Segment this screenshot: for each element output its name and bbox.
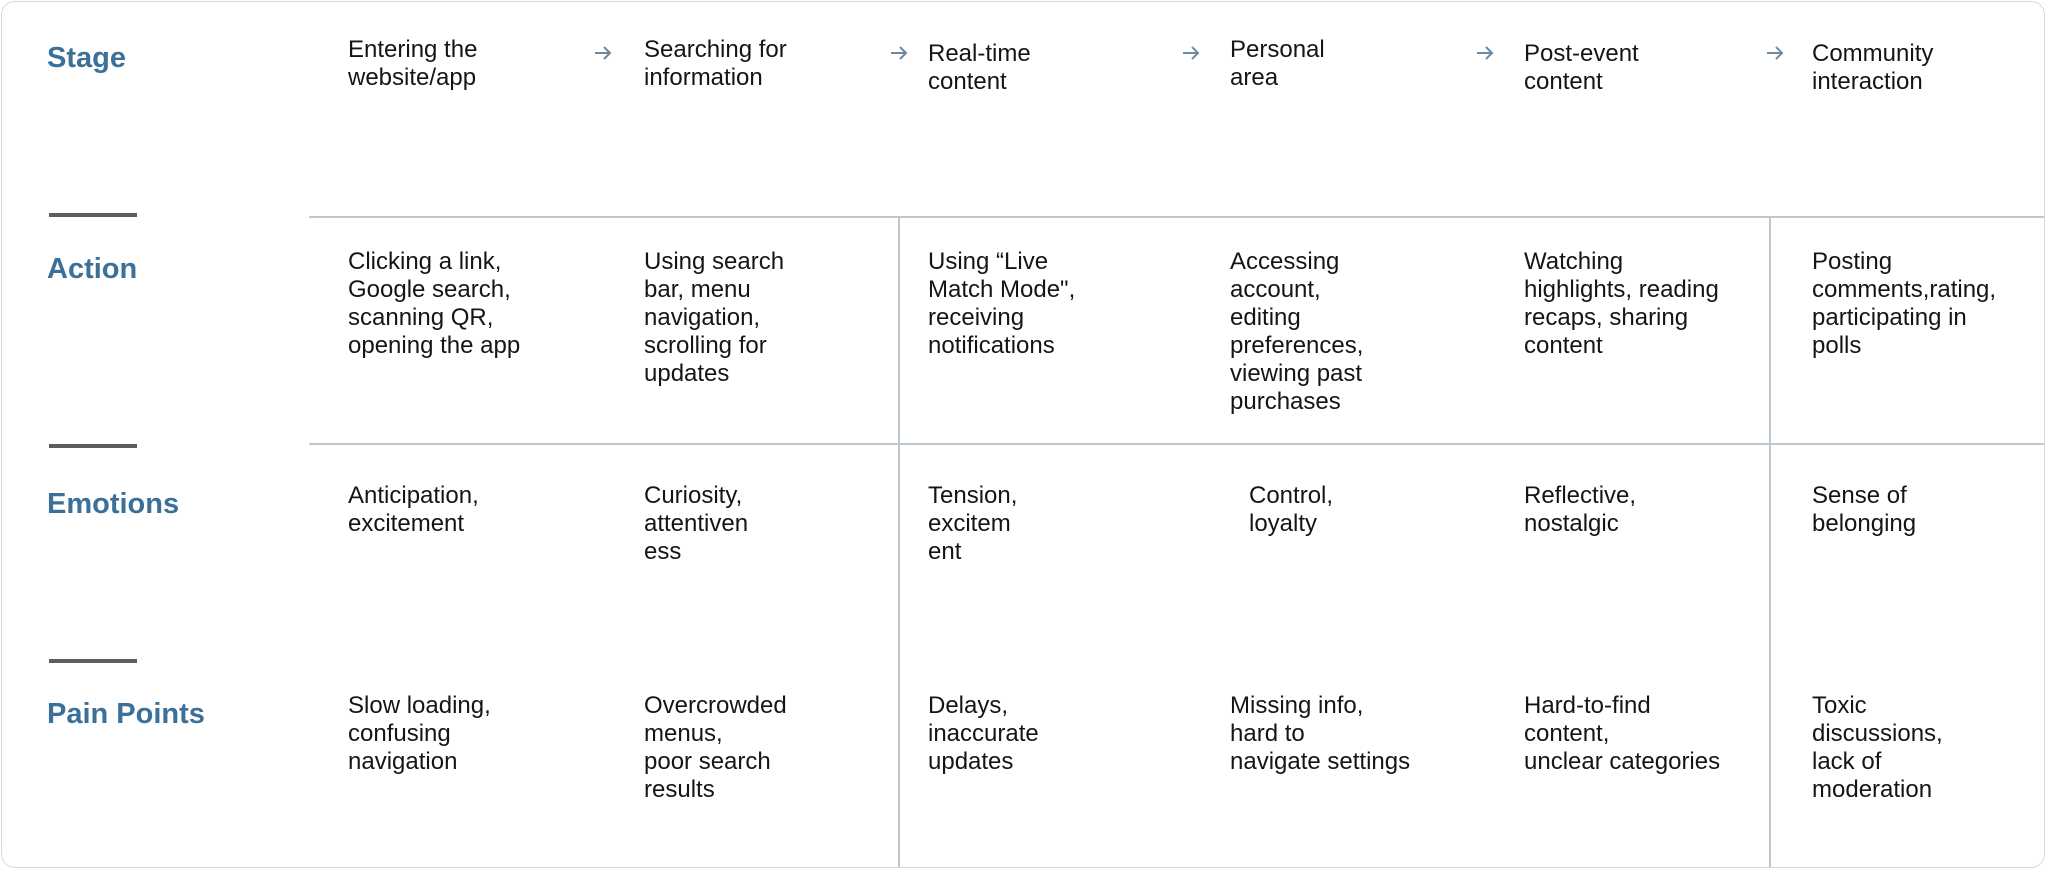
arrow-right-icon [594,46,612,60]
emotion-community-interaction: Sense of belonging [1812,482,1917,537]
row-divider-action [49,213,137,217]
row-label-stage: Stage [47,42,126,74]
emotion-searching-information: Curiosity, attentiven ess [644,482,749,565]
row-divider-emotions [49,444,137,448]
stage-community-interaction: Community interaction [1812,40,1934,95]
pain-point-community-interaction: Toxic discussions, lack of moderation [1812,692,1943,803]
grid-line-column-6 [1769,217,1771,868]
action-personal-area: Accessing account, editing preferences, viewing past purchases [1230,248,1364,415]
pain-point-real-time-content: Delays, inaccurate updates [928,692,1039,775]
action-searching-information: Using search bar, menu navigation, scrolling for updates [644,248,785,387]
stage-post-event-content: Post-event content [1524,40,1639,95]
arrow-right-icon [1476,46,1494,60]
row-label-emotions: Emotions [47,488,180,520]
action-entering-website: Clicking a link, Google search, scanning QR, opening the app [348,248,521,359]
pain-point-personal-area: Missing info, hard to navigate settings [1230,692,1411,775]
row-label-action: Action [47,253,138,285]
stage-entering-website: Entering the website/app [348,36,478,91]
row-label-pain-points: Pain Points [47,698,205,730]
grid-line-emotions-top [309,443,2045,445]
arrow-right-icon [1182,46,1200,60]
action-post-event-content: Watching highlights, reading recaps, sharing content [1524,248,1719,359]
row-divider-pain-points [49,659,137,663]
pain-point-post-event-content: Hard-to-find content, unclear categories [1524,692,1721,775]
grid-line-column-3 [898,217,900,868]
emotion-real-time-content: Tension, excitem ent [928,482,1018,565]
emotion-personal-area: Control, loyalty [1249,482,1334,537]
pain-point-entering-website: Slow loading, confusing navigation [348,692,491,775]
stage-personal-area: Personal area [1230,36,1325,91]
emotion-post-event-content: Reflective, nostalgic [1524,482,1637,537]
grid-line-action-top [309,216,2045,218]
action-community-interaction: Posting comments,rating, participating in polls [1812,248,1997,359]
emotion-entering-website: Anticipation, excitement [348,482,479,537]
action-real-time-content: Using “Live Match Mode", receiving notifications [928,248,1076,359]
arrow-right-icon [1766,46,1784,60]
stage-searching-information: Searching for information [644,36,787,91]
pain-point-searching-information: Overcrowded menus, poor search results [644,692,787,803]
journey-map [1,1,2045,868]
stage-real-time-content: Real-time content [928,40,1031,95]
arrow-right-icon [890,46,908,60]
